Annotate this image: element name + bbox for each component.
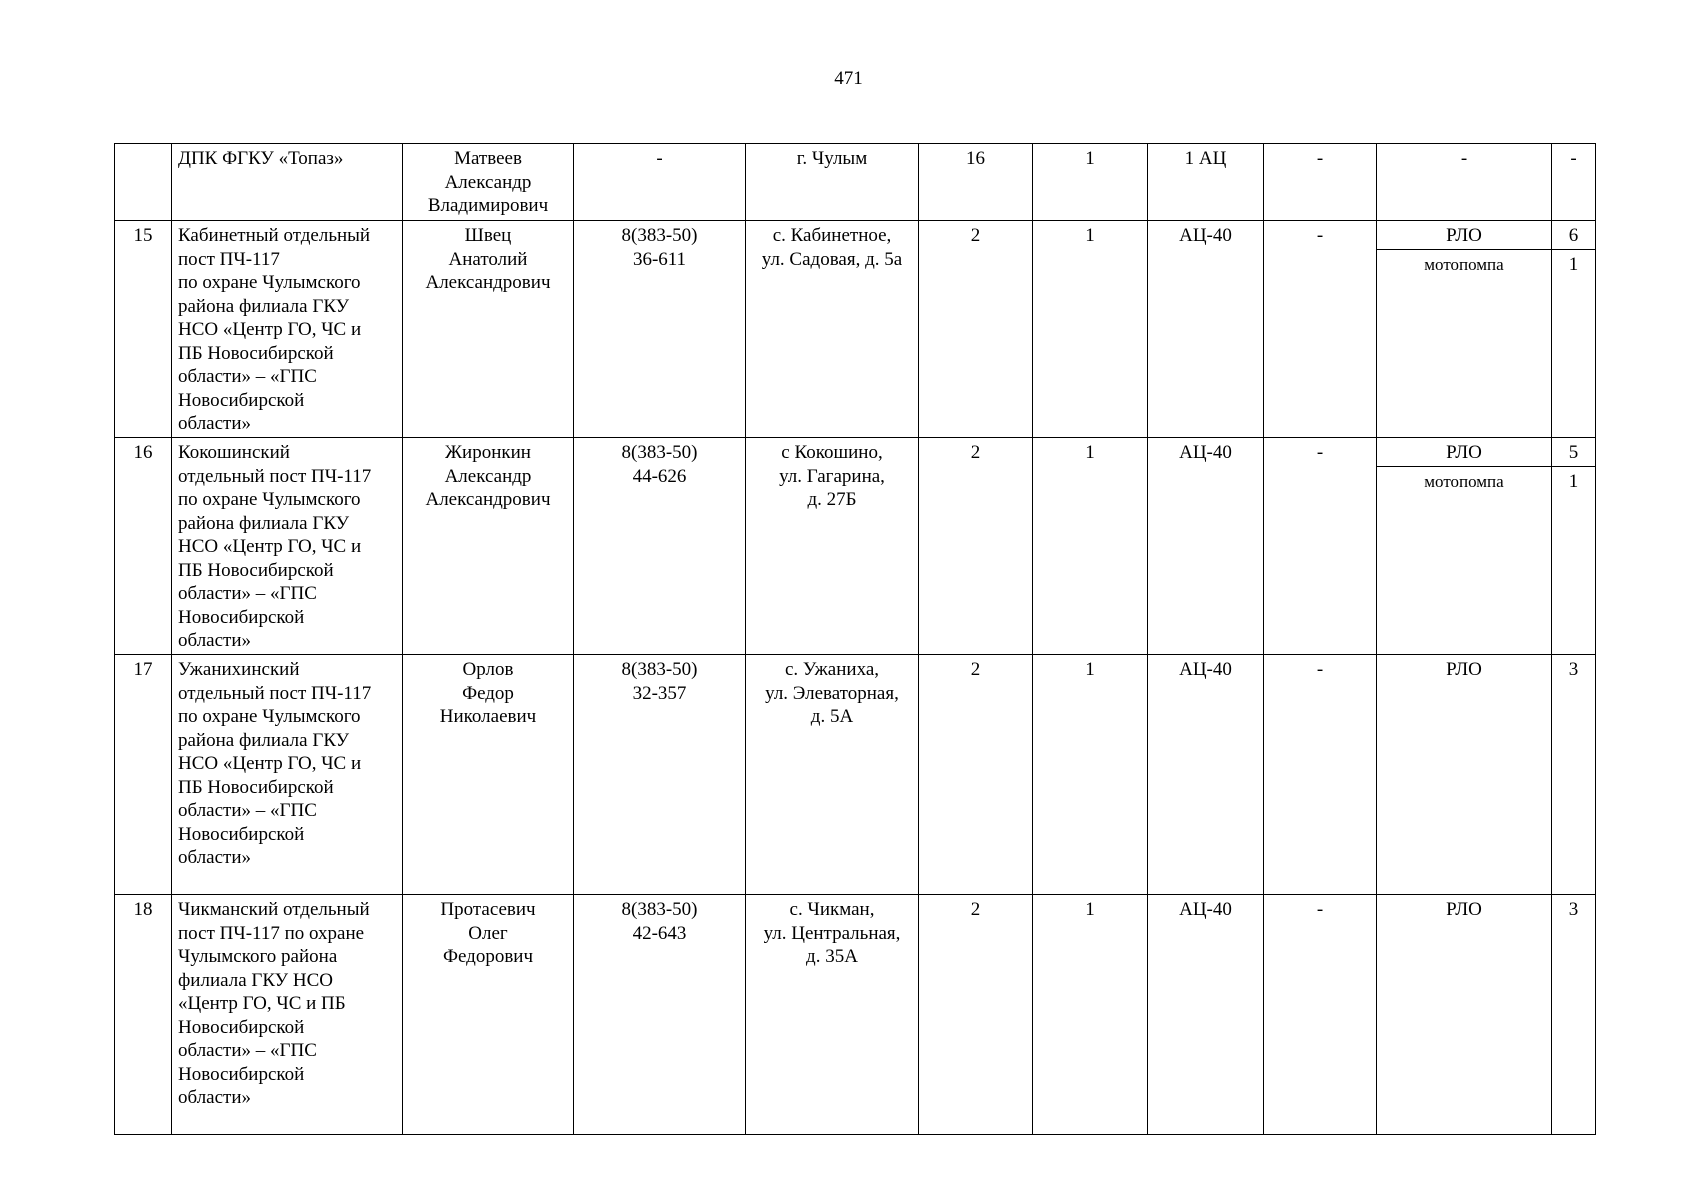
name-line: района филиала ГКУ [178,512,350,534]
phone-cell [574,144,746,221]
head-line: Николаевич [439,706,537,727]
head-line: Олег [468,922,508,944]
address-line: с. Кабинетное, [772,225,892,246]
address-line: д. 35А [806,946,858,967]
units-value: 1 [1085,899,1095,920]
address-line: ул. Центральная, [763,922,901,944]
name-line: отдельный пост ПЧ-117 [178,465,372,487]
equipment-item: РЛО [1446,899,1482,920]
address-cell [746,895,919,1135]
head-line: Владимирович [427,195,549,216]
equipment-cell [1377,895,1552,1135]
name-line: ДПК ФГКУ «Топаз» [178,148,344,169]
fire-stations-table [114,143,1596,1135]
num-value: 16 [133,442,153,463]
address-cell [746,438,919,655]
row-number-cell [115,655,172,895]
name-line: Новосибирской [178,823,305,845]
address-cell [746,144,919,221]
phone-cell [574,655,746,895]
units-cell [1033,655,1148,895]
units-value: 1 [1085,442,1095,463]
station-name-cell [172,895,403,1135]
name-line: области» [178,1087,252,1108]
extra-cell [1264,438,1377,655]
address-line: д. 27Б [807,489,857,510]
units-value: 1 [1085,225,1095,246]
equipment-item: мотопомпа [1424,472,1504,491]
name-line: Чикманский отдельный [178,899,370,920]
extra-cell [1264,221,1377,438]
equipment-count: - [1570,148,1577,169]
staff-value: 2 [970,442,981,463]
head-line: Александр [444,171,532,193]
station-name-cell [172,438,403,655]
equipment-cell [1377,655,1552,895]
head-line: Орлов [462,659,514,680]
staff-value: 2 [970,225,981,246]
row-number-cell [115,895,172,1135]
equipment-count-cell [1552,655,1596,895]
equipment-item: мотопомпа [1424,255,1504,274]
name-line: по охране Чулымского [178,272,361,293]
table-row [115,221,1596,438]
extra-value: - [1316,225,1324,246]
extra-value: - [1316,148,1324,169]
address-line: ул. Садовая, д. 5а [761,248,903,270]
address-line: с Кокошино, [781,442,883,463]
name-line: Новосибирской [178,606,305,628]
vehicle-value: АЦ-40 [1179,659,1232,680]
extra-value: - [1316,899,1324,920]
phone-line: 8(383-50) [621,899,698,920]
staff-value: 2 [970,659,981,680]
equipment-item: - [1460,148,1468,169]
station-name-cell [172,221,403,438]
name-line: Ужанихинский [178,659,300,680]
staff-value: 2 [970,899,981,920]
phone-line: 42-643 [632,922,687,944]
head-line: Федор [462,682,514,704]
units-cell [1033,438,1148,655]
equipment-cell [1377,221,1552,438]
address-line: с. Чикман, [789,899,875,920]
table-row [115,655,1596,895]
name-line: Новосибирской [178,1016,305,1038]
name-line: отдельный пост ПЧ-117 [178,682,372,704]
phone-line: - [656,148,663,169]
name-line: ПБ Новосибирской [178,776,334,798]
equipment-count: 3 [1568,899,1579,920]
name-line: области» – «ГПС [178,1040,317,1061]
address-line: ул. Гагарина, [779,465,885,487]
name-line: по охране Чулымского [178,706,361,727]
units-value: 1 [1085,148,1095,169]
name-line: Новосибирской [178,389,305,411]
address-cell [746,221,919,438]
staff-cell [919,144,1033,221]
extra-value: - [1316,659,1324,680]
equipment-count: 3 [1568,659,1579,680]
row-number-cell [115,438,172,655]
phone-line: 32-357 [632,682,687,704]
staff-cell [919,895,1033,1135]
name-line: области» [178,413,252,434]
head-line: Александр [444,465,532,487]
equipment-count-cell [1552,438,1596,655]
name-line: пост ПЧ-117 [178,248,280,270]
equipment-count: 1 [1568,471,1579,492]
staff-cell [919,438,1033,655]
equipment-cell [1377,438,1552,655]
name-line: области» [178,630,252,651]
table-row [115,895,1596,1135]
name-line: пост ПЧ-117 по охране [178,922,365,944]
equipment-cell [1377,144,1552,221]
units-value: 1 [1085,659,1095,680]
phone-line: 8(383-50) [621,225,698,246]
table-row [115,438,1596,655]
head-name-cell [403,438,574,655]
row-number-cell [115,144,172,221]
head-line: Александрович [425,489,551,510]
head-line: Анатолий [448,248,528,270]
name-line: Чулымского района [178,946,338,967]
equipment-count-cell [1552,895,1596,1135]
name-line: по охране Чулымского [178,489,361,510]
name-line: ПБ Новосибирской [178,559,334,581]
staff-value: 16 [966,148,985,169]
name-line: района филиала ГКУ [178,295,350,317]
equipment-item: РЛО [1377,438,1551,467]
phone-line: 8(383-50) [621,659,698,680]
equipment-count: 6 [1552,221,1595,250]
num-value: 15 [133,225,153,246]
name-line: области» [178,847,252,868]
phone-cell [574,895,746,1135]
vehicle-value: АЦ-40 [1179,442,1232,463]
phone-line: 44-626 [632,465,687,487]
vehicle-cell [1148,655,1264,895]
address-line: с. Ужаниха, [784,659,880,680]
head-name-cell [403,144,574,221]
head-line: Швец [464,225,512,246]
extra-value: - [1316,442,1324,463]
units-cell [1033,144,1148,221]
staff-cell [919,655,1033,895]
phone-line: 36-611 [632,248,687,270]
table-row [115,144,1596,221]
num-value: 18 [133,899,153,920]
vehicle-cell [1148,438,1264,655]
name-line: НСО «Центр ГО, ЧС и [178,536,362,557]
extra-cell [1264,895,1377,1135]
row-number-cell [115,221,172,438]
name-line: «Центр ГО, ЧС и ПБ [178,993,346,1014]
equipment-item: РЛО [1377,221,1551,250]
phone-cell [574,221,746,438]
station-name-cell [172,655,403,895]
vehicle-cell [1148,221,1264,438]
name-line: Кокошинский [178,442,290,463]
name-line: филиала ГКУ НСО [178,969,333,991]
head-line: Жиронкин [445,442,531,463]
head-name-cell [403,895,574,1135]
num-value: 17 [133,659,153,680]
head-line: Федорович [442,946,534,967]
units-cell [1033,221,1148,438]
name-line: ПБ Новосибирской [178,342,334,364]
vehicle-cell [1148,895,1264,1135]
extra-cell [1264,655,1377,895]
name-line: области» – «ГПС [178,366,317,387]
address-line: д. 5А [810,706,854,727]
name-line: Кабинетный отдельный [178,225,371,246]
name-line: НСО «Центр ГО, ЧС и [178,319,362,340]
address-cell [746,655,919,895]
equipment-count-cell [1552,221,1596,438]
equipment-item: РЛО [1446,659,1482,680]
equipment-count-cell [1552,144,1596,221]
vehicle-value: 1 АЦ [1184,148,1227,169]
name-line: района филиала ГКУ [178,729,350,751]
name-line: области» – «ГПС [178,800,317,821]
equipment-count: 1 [1568,254,1579,275]
head-name-cell [403,655,574,895]
phone-line: 8(383-50) [621,442,698,463]
phone-cell [574,438,746,655]
head-line: Александрович [425,272,551,293]
vehicle-cell [1148,144,1264,221]
units-cell [1033,895,1148,1135]
address-line: ул. Элеваторная, [765,682,899,704]
name-line: области» – «ГПС [178,583,317,604]
extra-cell [1264,144,1377,221]
vehicle-value: АЦ-40 [1179,899,1232,920]
name-line: Новосибирской [178,1063,305,1085]
head-line: Матвеев [454,148,522,169]
head-name-cell [403,221,574,438]
page-number: 471 [834,68,863,89]
name-line: НСО «Центр ГО, ЧС и [178,753,362,774]
station-name-cell [172,144,403,221]
vehicle-value: АЦ-40 [1179,225,1232,246]
equipment-count: 5 [1552,438,1595,467]
address-line: г. Чулым [796,148,868,169]
head-line: Протасевич [440,899,536,920]
staff-cell [919,221,1033,438]
